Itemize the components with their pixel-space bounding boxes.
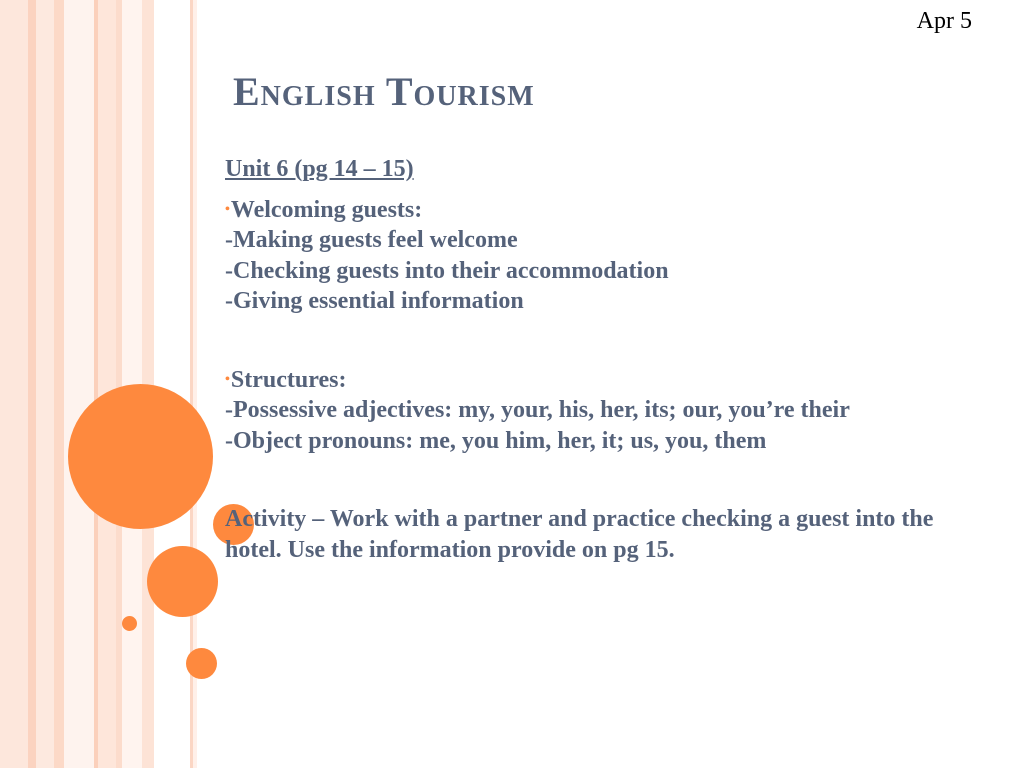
welcoming-line: -Checking guests into their accommodation [225,257,669,284]
stripe [28,0,36,768]
welcoming-section [225,195,985,317]
decorative-circle [147,546,218,617]
structures-line: -Possessive adjectives: my, your, his, her, its; our, you’re their [225,397,850,423]
stripe [36,0,54,768]
activity-text: Activity – Work with a partner and practice checking a guest into the hotel. Use the information provide on pg 15. [225,506,934,563]
structures-heading: Structures: [230,366,347,393]
structures-section [225,365,985,457]
bullet-icon: • [225,201,230,217]
slide-title: English Tourism [233,69,535,114]
stripe [64,0,94,768]
decorative-circle-large [68,384,213,529]
welcoming-line: -Making guests feel welcome [225,227,518,253]
structures-line: -Object pronouns: me, you him, her, it; us, you, them [225,427,767,454]
decorative-stripes [0,0,200,768]
spacer [225,456,985,504]
structures-heading-line [225,365,985,396]
stripe [54,0,64,768]
unit-heading: Unit 6 (pg 14 – 15) [225,156,414,182]
stripe [98,0,116,768]
slide-date: Apr 5 [916,8,972,34]
welcoming-heading-line [225,195,985,226]
welcoming-line: -Giving essential information [225,288,524,314]
stripe [0,0,28,768]
decorative-circle [186,648,217,679]
welcoming-heading: Welcoming guests: [230,196,423,223]
spacer [225,317,985,365]
slide-content [225,154,985,565]
bullet-icon: • [225,371,230,387]
decorative-circle-small [122,616,137,631]
